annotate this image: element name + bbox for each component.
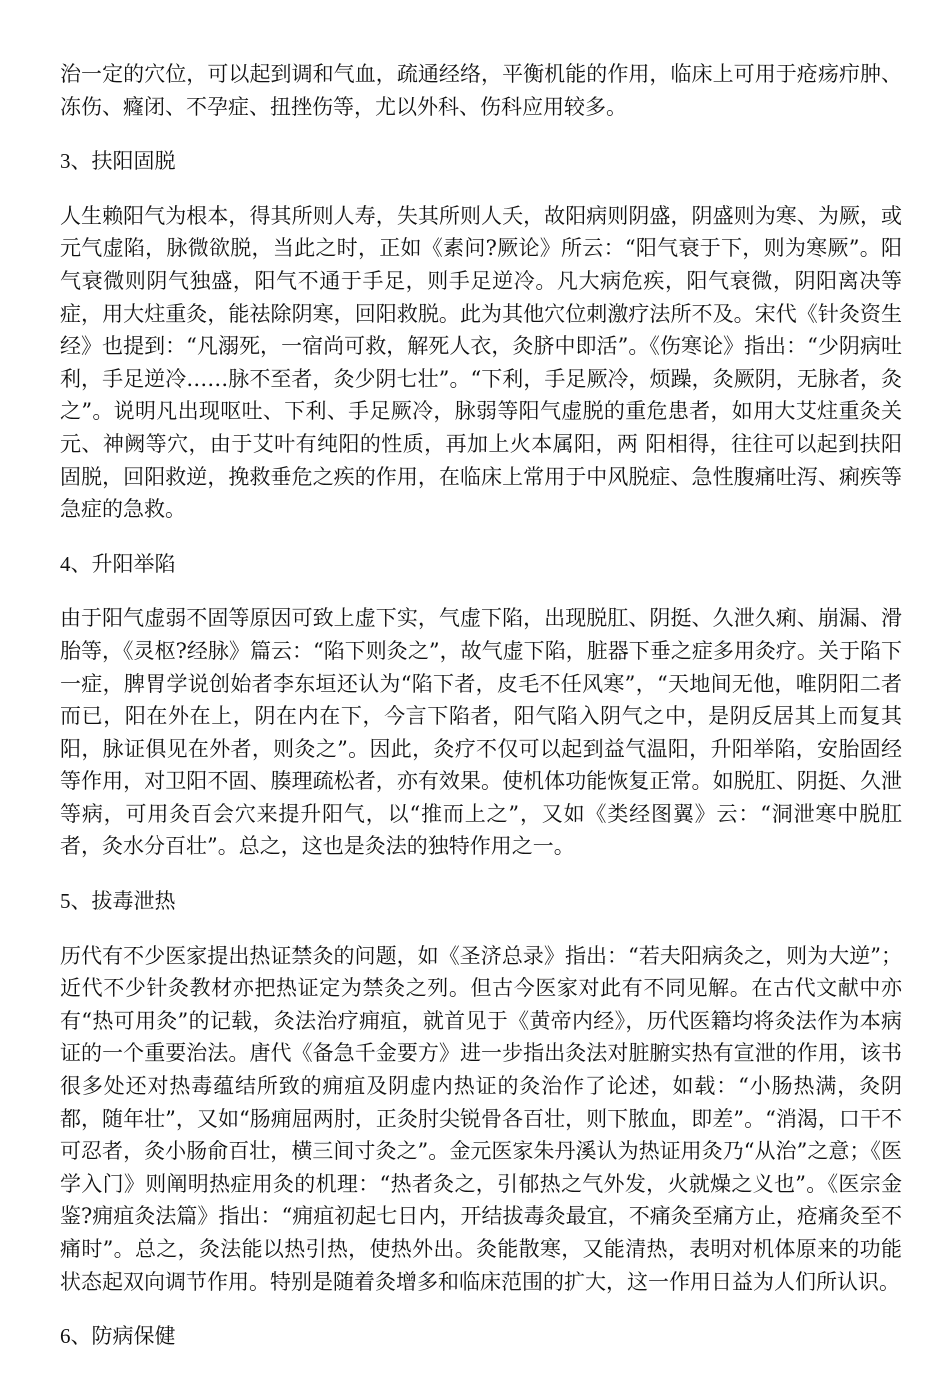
paragraph-section-3: 人生赖阳气为根本，得其所则人寿，失其所则人夭，故阳病则阴盛，阴盛则为寒、为厥，或元气虚陷，脉微欲脱，当此之时，正如《素问?厥论》所云：“阳气衰于下，则为寒厥”。阳气衰微则阴气独盛，阳气不通于手足，则手足逆冷。凡大病危疾，阳气衰微，阴阳离决等症，用大炷重灸，能祛除阴寒，回阳救脱。此为其他穴位刺激疗法所不及。宋代《针灸资生经》也提到：“凡溺死，一宿尚可救，解死人衣，灸脐中即活”。《伤寒论》指出：“少阴病吐利，手足逆冷……脉不至者，灸少阴七壮”。“下利，手足厥冷，烦躁，灸厥阴，无脉者，灸之”。说明凡出现呕吐、下利、手足厥冷，脉弱等阳气虚脱的重危患者，如用大艾炷重灸关元、神阙等穴，由于艾叶有纯阳的性质，再加上火本属阳，两 阳相得，往往可以起到扶阳固脱，回阳救逆，挽救垂危之疾的作用，在临床上常用于中风脱症、急性腹痛吐泻、痢疾等急症的急救。 bbox=[60, 203, 902, 522]
section-heading-6: 6、防病保健 bbox=[60, 1324, 176, 1349]
section-heading-4: 4、升阳举陷 bbox=[60, 551, 176, 576]
document-page bbox=[60, 58, 902, 1375]
section-heading-3: 3、扶阳固脱 bbox=[60, 149, 176, 174]
section-heading-5: 5、拔毒泄热 bbox=[60, 889, 176, 914]
paragraph-intro: 治一定的穴位，可以起到调和气血，疏通经络，平衡机能的作用，临床上可用于疮疡疖肿、冻伤、癃闭、不孕症、扭挫伤等，尤以外科、伤科应用较多。 bbox=[60, 62, 902, 119]
paragraph-section-4: 由于阳气虚弱不固等原因可致上虚下实，气虚下陷，出现脱肛、阴挺、久泄久痢、崩漏、滑胎等，《灵枢?经脉》篇云：“陷下则灸之”，故气虚下陷，脏器下垂之症多用灸疗。关于陷下一症，脾胃学说创始者李东垣还认为“陷下者，皮毛不任风寒”，“天地间无他，唯阴阳二者而已，阳在外在上，阴在内在下，今言下陷者，阳气陷入阴气之中，是阴反居其上而复其阳，脉证俱见在外者，则灸之”。因此，灸疗不仅可以起到益气温阳，升阳举陷，安胎固经等作用，对卫阳不固、腠理疏松者，亦有效果。使机体功能恢复正常。如脱肛、阴挺、久泄等病，可用灸百会穴来提升阳气，以“推而上之”，又如《类经图翼》云：“洞泄寒中脱肛者，灸水分百壮”。总之，这也是灸法的独特作用之一。 bbox=[60, 606, 902, 859]
paragraph-section-5: 历代有不少医家提出热证禁灸的问题，如《圣济总录》指出：“若夫阳病灸之，则为大逆”；近代不少针灸教材亦把热证定为禁灸之列。但古今医家对此有不同见解。在古代文献中亦有“热可用灸”的记载，灸法治疗痈疽，就首见于《黄帝内经》，历代医籍均将灸法作为本病证的一个重要治法。唐代《备急千金要方》进一步指出灸法对脏腑实热有宣泄的作用，该书很多处还对热毒蕴结所致的痈疽及阴虚内热证的灸治作了论述，如载：“小肠热满，灸阴都，随年壮”，又如“肠痈屈两肘，正灸肘尖锐骨各百壮，则下脓血，即差”。“消渴，口干不可忍者，灸小肠俞百壮，横三间寸灸之”。金元医家朱丹溪认为热证用灸乃“从治”之意；《医学入门》则阐明热症用灸的机理：“热者灸之，引郁热之气外发，火就燥之义也”。《医宗金鉴?痈疽灸法篇》指出：“痈疽初起七日内，开结拔毒灸最宜，不痛灸至痛方止，疮痛灸至不痛时”。总之，灸法能以热引热，使热外出。灸能散寒，又能清热，表明对机体原来的功能状态起双向调节作用。特别是随着灸增多和临床范围的扩大，这一作用日益为人们所认识。 bbox=[60, 943, 902, 1294]
